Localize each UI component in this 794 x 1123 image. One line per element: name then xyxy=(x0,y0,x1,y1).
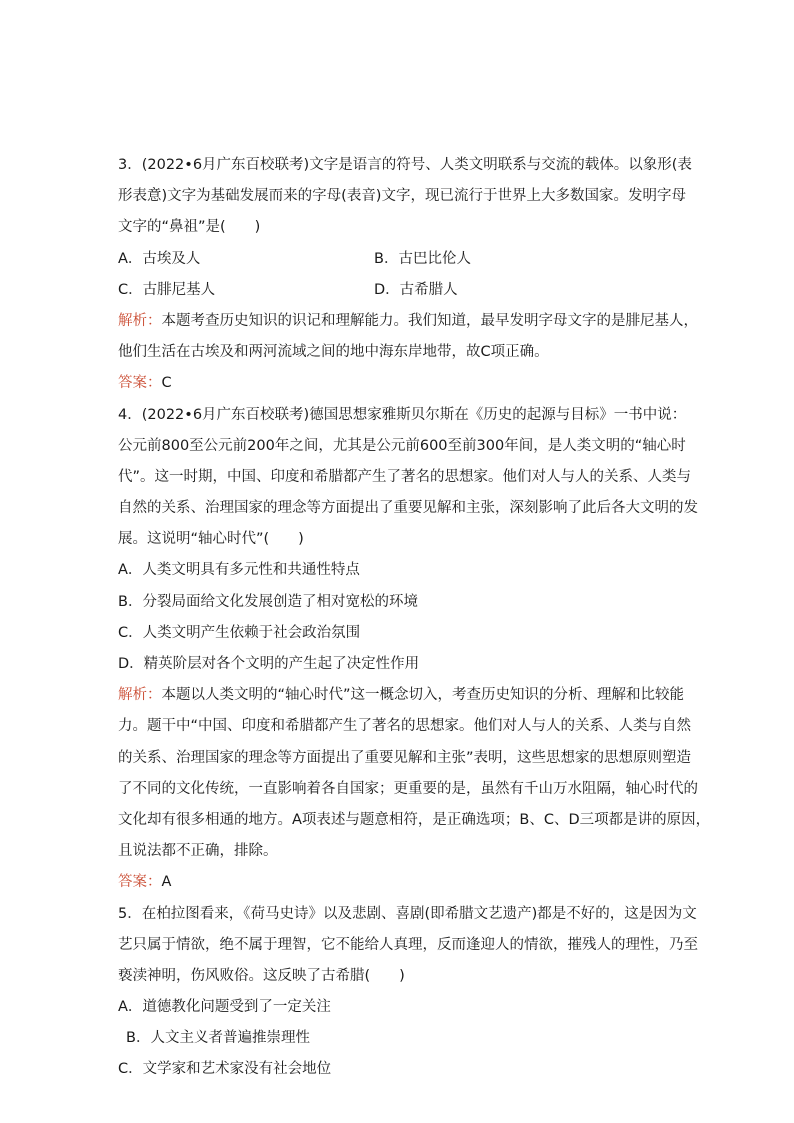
question-4-analysis-line-1 xyxy=(118,680,685,711)
question-4-answer-value: A xyxy=(161,874,172,891)
question-3-options-row-1 xyxy=(118,244,678,275)
question-5-stem-line-1: 5．在柏拉图看来，《荷马史诗》以及悲剧、喜剧(即希腊文艺遗产)都是不好的，这是因为文 xyxy=(118,905,697,922)
question-4-stem-line-5: 展。这说明“轴心时代”( ) xyxy=(118,531,304,548)
question-5 xyxy=(118,899,698,1086)
question-5-option-b: B．人文主义者普遍推崇理性 xyxy=(126,1030,310,1047)
question-3-option-b: B．古巴比伦人 xyxy=(374,250,471,267)
question-3-stem-line-2: 形表意)文字为基础发展而来的字母(表音)文字，现已流行于世界上大多数国家。发明字母 xyxy=(118,188,686,205)
analysis-label: 解析： xyxy=(118,687,162,704)
question-5-stem-line-3: 亵渎神明，伤风败俗。这反映了古希腊( ) xyxy=(118,967,405,984)
question-3-option-a: A．古埃及人 xyxy=(118,250,201,267)
question-3-option-d: D．古希腊人 xyxy=(374,281,458,298)
question-4 xyxy=(118,400,711,899)
question-5-stem-line-2: 艺只属于情欲，绝不属于理智，它不能给人真理，反而逢迎人的情欲，摧残人的理性，乃至 xyxy=(118,936,698,953)
question-3-option-c: C．古腓尼基人 xyxy=(118,281,216,298)
question-4-stem-line-4: 自然的关系、治理国家的理念等方面提出了重要见解和主张，深刻影响了此后各大文明的发 xyxy=(118,500,698,517)
question-3-analysis-line-1 xyxy=(118,306,698,337)
question-5-option-c: C．文学家和艺术家没有社会地位 xyxy=(118,1061,332,1078)
question-4-analysis-line-6: 且说法都不正确，排除。 xyxy=(118,843,278,860)
question-4-analysis-line-3: 的关系、治理国家的理念等方面提出了重要见解和主张”表明，这些思想家的思想原则塑造 xyxy=(118,749,692,766)
question-3-options-row-2 xyxy=(118,275,678,306)
question-4-analysis-text-1: 本题以人类文明的“轴心时代”这一概念切入，考查历史知识的分析、理解和比较能 xyxy=(161,687,685,704)
question-3-analysis-line-2: 他们生活在古埃及和两河流域之间的地中海东岸地带，故C项正确。 xyxy=(118,344,549,361)
question-3 xyxy=(118,150,698,400)
question-4-stem-line-1: 4．(2022•6月广东百校联考)德国思想家雅斯贝尔斯在《历史的起源与目标》一书中说： xyxy=(118,406,687,423)
question-3-answer-value: C xyxy=(161,375,172,392)
question-4-answer xyxy=(118,867,678,898)
question-3-stem-line-3: 文字的“鼻祖”是( ) xyxy=(118,219,261,236)
question-4-option-d: D．精英阶层对各个文明的产生起了决定性作用 xyxy=(118,656,420,672)
question-3-stem-line-1: 3．(2022•6月广东百校联考)文字是语言的符号、人类文明联系与交流的载体。以象形(表 xyxy=(118,157,692,173)
question-3-analysis-text-1: 本题考查历史知识的识记和理解能力。我们知道，最早发明字母文字的是腓尼基人， xyxy=(161,312,698,329)
question-4-stem-line-3: 代”。这一时期，中国、印度和希腊都产生了著名的思想家。他们对人与人的关系、人类与 xyxy=(118,468,692,485)
question-4-analysis-line-2: 力。题干中“中国、印度和希腊都产生了著名的思想家。他们对人与人的关系、人类与自然 xyxy=(118,718,692,735)
answer-label: 答案： xyxy=(118,874,162,891)
question-5-option-a: A．道德教化问题受到了一定关注 xyxy=(118,999,331,1016)
question-4-option-a: A．人类文明具有多元性和共通性特点 xyxy=(118,562,360,579)
question-4-analysis-line-4: 了不同的文化传统，一直影响着各自国家；更重要的是，虽然有千山万水阻隔，轴心时代的 xyxy=(118,780,698,797)
question-4-analysis-line-5: 文化却有很多相通的地方。A项表述与题意相符，是正确选项；B、C、D三项都是讲的原因， xyxy=(118,811,711,828)
question-3-answer xyxy=(118,368,678,399)
answer-label: 答案： xyxy=(118,375,162,392)
document-content xyxy=(118,150,711,1086)
question-4-stem-line-2: 公元前800至公元前200年之间，尤其是公元前600至前300年间，是人类文明的“轴心时 xyxy=(118,437,686,454)
question-4-option-c: C．人类文明产生依赖于社会政治氛围 xyxy=(118,624,361,641)
question-4-option-b: B．分裂局面给文化发展创造了相对宽松的环境 xyxy=(118,593,418,610)
analysis-label: 解析： xyxy=(118,312,162,329)
